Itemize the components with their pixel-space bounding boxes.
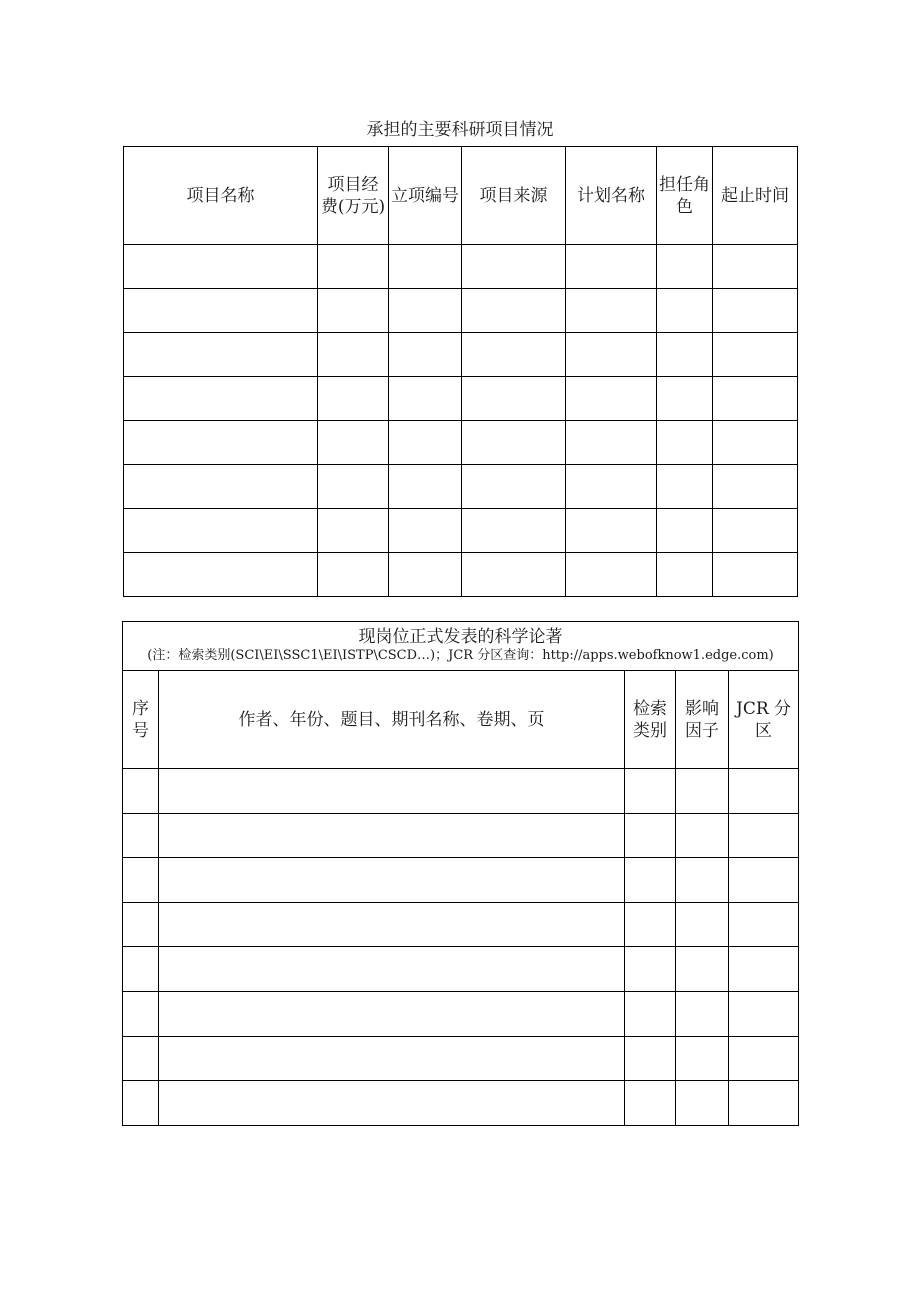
table-row <box>124 377 798 421</box>
role-cell[interactable] <box>657 245 713 289</box>
project-number-cell[interactable] <box>389 245 462 289</box>
header-period: 起止时间 <box>713 147 798 245</box>
jcr-zone-cell[interactable] <box>729 902 799 947</box>
period-cell[interactable] <box>713 377 798 421</box>
project-source-cell[interactable] <box>462 421 566 465</box>
header-project-name: 项目名称 <box>124 147 318 245</box>
plan-name-cell[interactable] <box>566 421 657 465</box>
project-name-cell[interactable] <box>124 289 318 333</box>
table2-body <box>123 769 799 1126</box>
impact-factor-cell[interactable] <box>676 1081 729 1126</box>
project-number-cell[interactable] <box>389 289 462 333</box>
serial-number-cell[interactable] <box>123 858 159 903</box>
period-cell[interactable] <box>713 289 798 333</box>
plan-name-cell[interactable] <box>566 465 657 509</box>
header-serial-number: 序号 <box>123 671 159 769</box>
citation-cell[interactable] <box>159 902 625 947</box>
jcr-zone-cell[interactable] <box>729 1036 799 1081</box>
project-source-cell[interactable] <box>462 289 566 333</box>
citation-cell[interactable] <box>159 991 625 1036</box>
header-index-category: 检索类别 <box>625 671 676 769</box>
table-row <box>124 421 798 465</box>
header-jcr-zone: JCR 分区 <box>729 671 799 769</box>
serial-number-cell[interactable] <box>123 991 159 1036</box>
project-number-cell[interactable] <box>389 377 462 421</box>
role-cell[interactable] <box>657 333 713 377</box>
project-name-cell[interactable] <box>124 333 318 377</box>
project-source-cell[interactable] <box>462 333 566 377</box>
project-funding-cell[interactable] <box>318 377 389 421</box>
project-source-cell[interactable] <box>462 553 566 597</box>
table-row <box>124 509 798 553</box>
citation-cell[interactable] <box>159 1036 625 1081</box>
impact-factor-cell[interactable] <box>676 769 729 814</box>
project-funding-cell[interactable] <box>318 465 389 509</box>
index-category-cell[interactable] <box>625 902 676 947</box>
period-cell[interactable] <box>713 509 798 553</box>
plan-name-cell[interactable] <box>566 377 657 421</box>
table2-title-row <box>123 622 799 671</box>
project-funding-cell[interactable] <box>318 421 389 465</box>
role-cell[interactable] <box>657 465 713 509</box>
citation-cell[interactable] <box>159 947 625 992</box>
serial-number-cell[interactable] <box>123 769 159 814</box>
index-category-cell[interactable] <box>625 858 676 903</box>
table-row <box>123 813 799 858</box>
serial-number-cell[interactable] <box>123 902 159 947</box>
project-name-cell[interactable] <box>124 421 318 465</box>
period-cell[interactable] <box>713 465 798 509</box>
table-row <box>123 902 799 947</box>
project-source-cell[interactable] <box>462 377 566 421</box>
citation-cell[interactable] <box>159 858 625 903</box>
period-cell[interactable] <box>713 421 798 465</box>
project-source-cell[interactable] <box>462 509 566 553</box>
plan-name-cell[interactable] <box>566 509 657 553</box>
header-impact-factor: 影响因子 <box>676 671 729 769</box>
impact-factor-cell[interactable] <box>676 858 729 903</box>
jcr-zone-cell[interactable] <box>729 1081 799 1126</box>
plan-name-cell[interactable] <box>566 553 657 597</box>
jcr-zone-cell[interactable] <box>729 858 799 903</box>
project-source-cell[interactable] <box>462 245 566 289</box>
project-funding-cell[interactable] <box>318 289 389 333</box>
project-funding-cell[interactable] <box>318 245 389 289</box>
project-name-cell[interactable] <box>124 509 318 553</box>
role-cell[interactable] <box>657 553 713 597</box>
table-row <box>124 465 798 509</box>
header-role: 担任角色 <box>657 147 713 245</box>
serial-number-cell[interactable] <box>123 947 159 992</box>
jcr-zone-cell[interactable] <box>729 769 799 814</box>
period-cell[interactable] <box>713 245 798 289</box>
period-cell[interactable] <box>713 333 798 377</box>
project-number-cell[interactable] <box>389 333 462 377</box>
role-cell[interactable] <box>657 289 713 333</box>
table-row <box>123 858 799 903</box>
role-cell[interactable] <box>657 421 713 465</box>
table1-title: 承担的主要科研项目情况 <box>366 120 554 140</box>
project-funding-cell[interactable] <box>318 553 389 597</box>
header-project-number: 立项编号 <box>389 147 462 245</box>
table1-header-row <box>124 147 798 245</box>
project-source-cell[interactable] <box>462 465 566 509</box>
citation-cell[interactable] <box>159 1081 625 1126</box>
table2-title: 现岗位正式发表的科学论著 <box>358 627 563 647</box>
table-row <box>124 333 798 377</box>
publications-table <box>122 621 799 1126</box>
role-cell[interactable] <box>657 509 713 553</box>
table2-note: (注：检索类别(SCI\EI\SSC1\EI\ISTP\CSCD…)；JCR 分区查询：http://apps.webofknow1.edge.com) <box>147 648 774 663</box>
research-projects-table <box>123 146 798 597</box>
project-number-cell[interactable] <box>389 553 462 597</box>
jcr-zone-cell[interactable] <box>729 813 799 858</box>
project-funding-cell[interactable] <box>318 509 389 553</box>
table-row <box>123 1036 799 1081</box>
project-name-cell[interactable] <box>124 465 318 509</box>
table-row <box>124 245 798 289</box>
impact-factor-cell[interactable] <box>676 813 729 858</box>
project-number-cell[interactable] <box>389 421 462 465</box>
table1-body <box>124 245 798 597</box>
project-number-cell[interactable] <box>389 465 462 509</box>
header-project-source: 项目来源 <box>462 147 566 245</box>
serial-number-cell[interactable] <box>123 1081 159 1126</box>
header-project-funding: 项目经费(万元) <box>318 147 389 245</box>
table-row <box>124 289 798 333</box>
plan-name-cell[interactable] <box>566 245 657 289</box>
impact-factor-cell[interactable] <box>676 947 729 992</box>
jcr-zone-cell[interactable] <box>729 947 799 992</box>
impact-factor-cell[interactable] <box>676 902 729 947</box>
header-citation: 作者、年份、题目、期刊名称、卷期、页 <box>159 671 625 769</box>
project-name-cell[interactable] <box>124 245 318 289</box>
serial-number-cell[interactable] <box>123 813 159 858</box>
table2-header-row <box>123 671 799 769</box>
header-plan-name: 计划名称 <box>566 147 657 245</box>
project-name-cell[interactable] <box>124 553 318 597</box>
project-name-cell[interactable] <box>124 377 318 421</box>
project-number-cell[interactable] <box>389 509 462 553</box>
period-cell[interactable] <box>713 553 798 597</box>
index-category-cell[interactable] <box>625 1081 676 1126</box>
table-row <box>123 947 799 992</box>
table-row <box>124 553 798 597</box>
index-category-cell[interactable] <box>625 947 676 992</box>
index-category-cell[interactable] <box>625 813 676 858</box>
table-row <box>123 991 799 1036</box>
impact-factor-cell[interactable] <box>676 991 729 1036</box>
serial-number-cell[interactable] <box>123 1036 159 1081</box>
table2-title-cell <box>123 622 799 671</box>
index-category-cell[interactable] <box>625 991 676 1036</box>
plan-name-cell[interactable] <box>566 333 657 377</box>
index-category-cell[interactable] <box>625 769 676 814</box>
table-row <box>123 769 799 814</box>
index-category-cell[interactable] <box>625 1036 676 1081</box>
impact-factor-cell[interactable] <box>676 1036 729 1081</box>
citation-cell[interactable] <box>159 769 625 814</box>
plan-name-cell[interactable] <box>566 289 657 333</box>
table-row <box>123 1081 799 1126</box>
citation-cell[interactable] <box>159 813 625 858</box>
project-funding-cell[interactable] <box>318 333 389 377</box>
role-cell[interactable] <box>657 377 713 421</box>
jcr-zone-cell[interactable] <box>729 991 799 1036</box>
